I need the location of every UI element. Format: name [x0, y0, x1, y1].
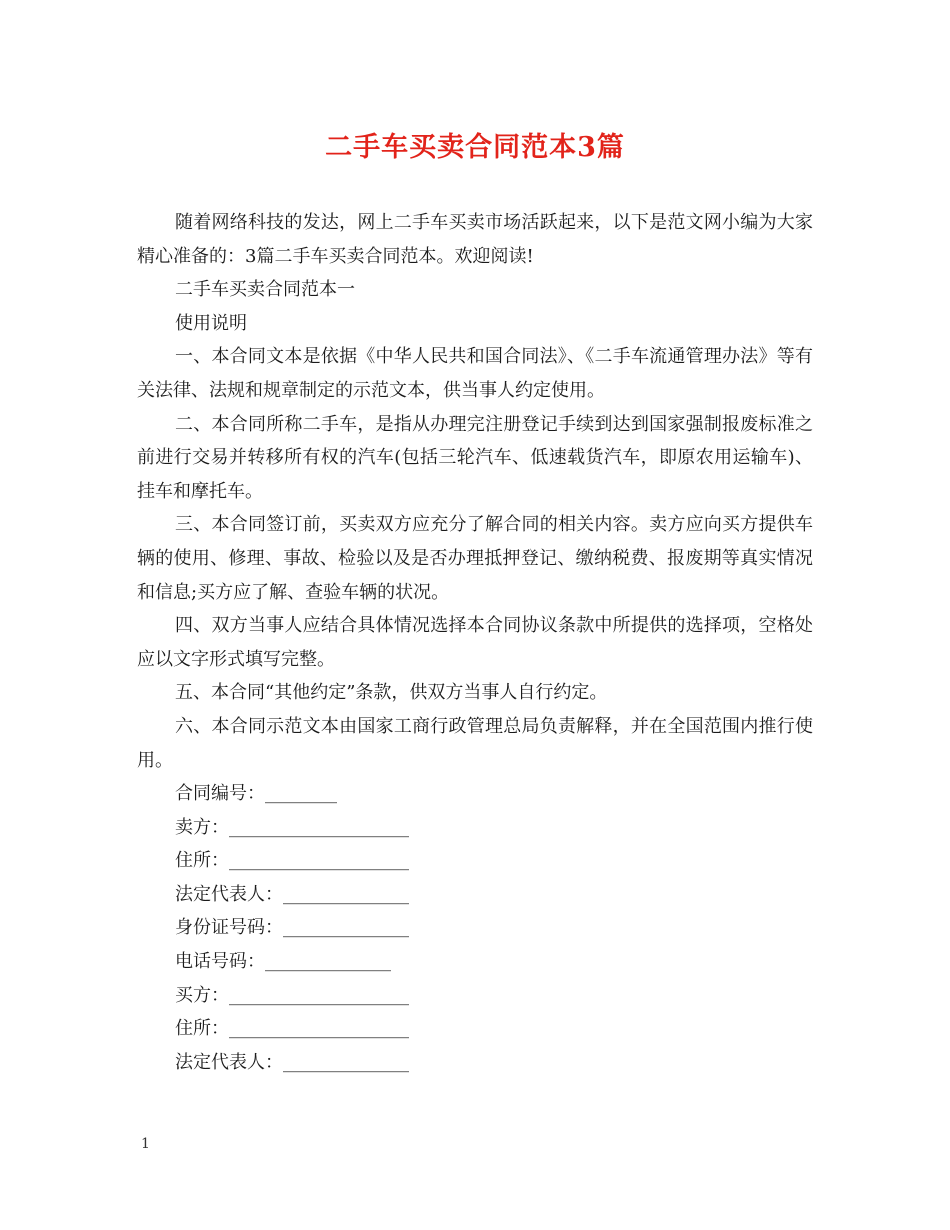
usage-item: 三、本合同签订前，买卖双方应充分了解合同的相关内容。卖方应向买方提供车辆的使用、修理、事故、检验以及是否办理抵押登记、缴纳税费、报废期等真实情况和信息;买方应了解、查验车辆的状况。: [137, 514, 813, 603]
section-heading: 二手车买卖合同范本一: [175, 279, 355, 301]
buyer-address-field: 住所：____________________: [175, 1018, 409, 1040]
seller-address-field: 住所：____________________: [175, 850, 409, 872]
usage-item: 二、本合同所称二手车，是指从办理完注册登记手续到达到国家强制报废标准之前进行交易并转移所有权的汽车(包括三轮汽车、低速载货汽车，即原农用运输车)、挂车和摩托车。: [137, 413, 813, 502]
buyer-legal-rep-field: 法定代表人：______________: [175, 1051, 409, 1073]
seller-legal-rep-field: 法定代表人：______________: [175, 883, 409, 905]
buyer-field: 买方：____________________: [175, 984, 409, 1006]
seller-field: 卖方：____________________: [175, 816, 409, 838]
document-body: [137, 206, 813, 1079]
seller-phone-field: 电话号码：______________: [175, 951, 391, 973]
usage-heading: 使用说明: [175, 312, 247, 334]
usage-item: 五、本合同“其他约定”条款，供双方当事人自行约定。: [175, 682, 608, 704]
seller-id-number-field: 身份证号码：______________: [175, 917, 409, 939]
intro-paragraph: 随着网络科技的发达，网上二手车买卖市场活跃起来，以下是范文网小编为大家精心准备的：3篇二手车买卖合同范本。欢迎阅读!: [137, 212, 813, 267]
usage-item: 一、本合同文本是依据《中华人民共和国合同法》、《二手车流通管理办法》等有关法律、法规和规章制定的示范文本，供当事人约定使用。: [137, 346, 813, 401]
usage-item: 六、本合同示范文本由国家工商行政管理总局负责解释，并在全国范围内推行使用。: [137, 715, 813, 771]
document-title: 二手车买卖合同范本3篇: [325, 132, 625, 163]
usage-item: 四、双方当事人应结合具体情况选择本合同协议条款中所提供的选择项，空格处应以文字形式填写完整。: [137, 615, 813, 670]
page-number: 1: [141, 1136, 150, 1152]
contract-number-field: 合同编号：________: [175, 783, 337, 805]
